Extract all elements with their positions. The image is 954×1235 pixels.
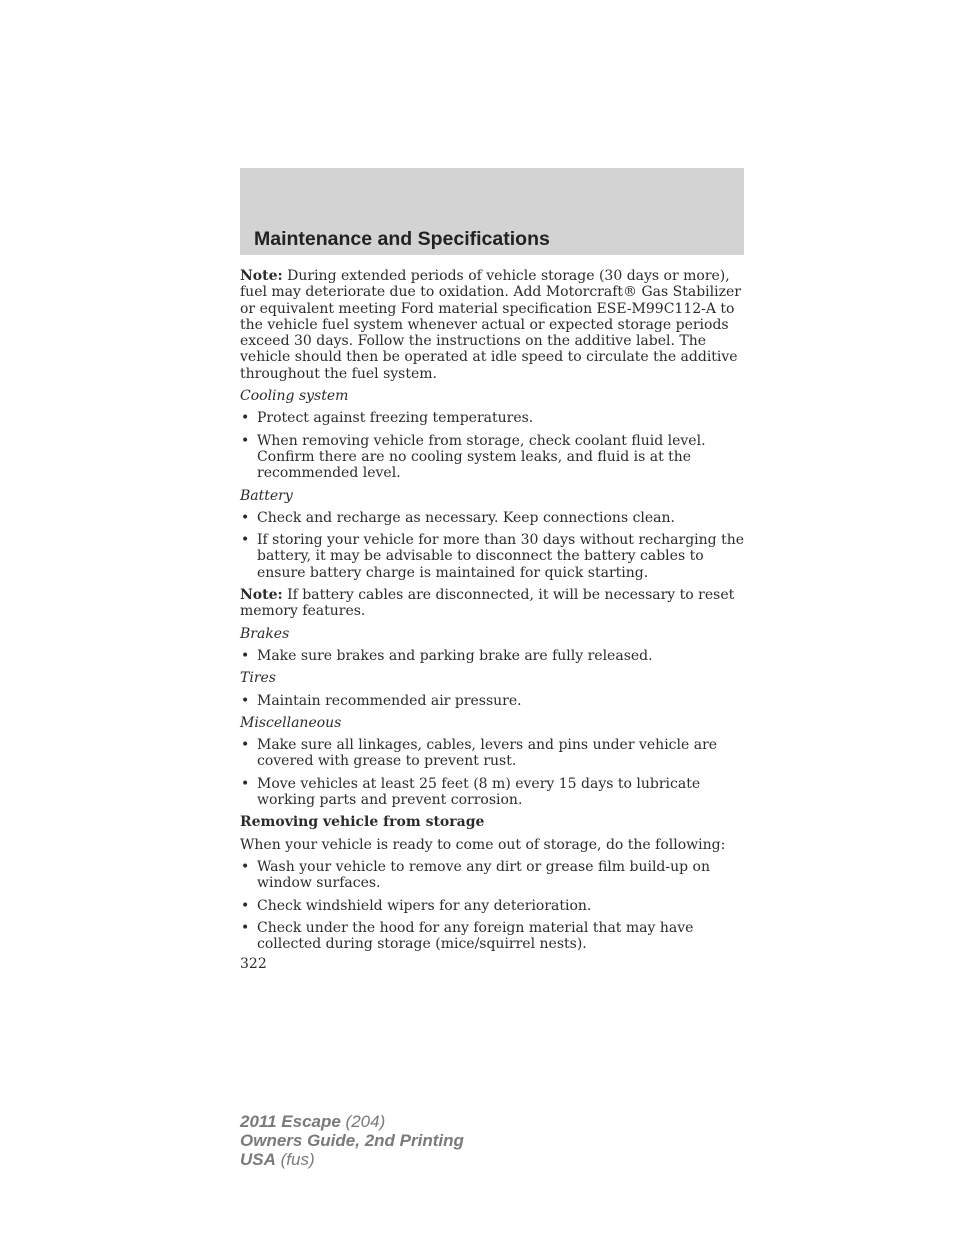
list-item: • Check windshield wipers for any deterioration. (241, 897, 592, 914)
tires-list (240, 693, 746, 709)
note-text: During extended periods of vehicle storage (30 days or more), fuel may deteriorate due to oxidation. Add Motorcraft® Gas Stabilizer or equivalent meeting Ford material specification ESE-M99C112-A to the vehicle fuel system whenever actual or expected storage periods exceed 30 days. Follow the instructions on the additive label. The vehicle should then be operated at idle speed to circulate the additive throughout the fuel system. (240, 268, 741, 382)
bullet-icon: • (241, 775, 250, 792)
section-header-band (240, 168, 744, 255)
note-label: Note: (240, 268, 283, 284)
list-item: • If storing your vehicle for more than 30 days without recharging the battery, it may be advisable to disconnect the battery cables to ensure battery charge is maintained for quick starting. (241, 532, 744, 581)
footer-line-region: USA (fus) (240, 1150, 315, 1169)
removing-storage-heading: Removing vehicle from storage (240, 814, 485, 831)
list-item: • Make sure brakes and parking brake are fully released. (241, 647, 653, 664)
battery-subhead: Battery (240, 487, 293, 504)
removing-storage-list (240, 859, 746, 952)
cooling-system-subhead: Cooling system (240, 388, 349, 405)
bullet-icon: • (241, 432, 250, 449)
list-item: • Move vehicles at least 25 feet (8 m) every 15 days to lubricate working parts and prevent corrosion. (241, 775, 701, 809)
bullet-icon: • (241, 692, 250, 709)
bullet-icon: • (241, 509, 250, 526)
removing-storage-intro: When your vehicle is ready to come out of storage, do the following: (240, 836, 726, 853)
bullet-icon: • (241, 858, 250, 875)
list-item: • Maintain recommended air pressure. (241, 692, 522, 709)
document-footer (240, 1112, 464, 1169)
brakes-subhead: Brakes (240, 625, 290, 642)
fuel-storage-note (240, 268, 746, 382)
list-item: • Protect against freezing temperatures. (241, 410, 534, 427)
battery-note (240, 587, 746, 620)
bullet-icon: • (241, 897, 250, 914)
note-text: If battery cables are disconnected, it will be necessary to reset memory features. (240, 587, 735, 620)
cooling-system-list (240, 410, 746, 481)
brakes-list (240, 648, 746, 664)
list-item: • When removing vehicle from storage, check coolant fluid level. Confirm there are no cooling system leaks, and fluid is at the recommended level. (241, 432, 706, 482)
list-item: • Check under the hood for any foreign material that may have collected during storage (mice/squirrel nests). (241, 919, 694, 953)
tires-subhead: Tires (240, 670, 276, 687)
footer-line-guide: Owners Guide, 2nd Printing (240, 1131, 464, 1150)
battery-list (240, 510, 746, 581)
bullet-icon: • (241, 647, 250, 664)
page-number: 322 (240, 956, 267, 973)
list-item: • Make sure all linkages, cables, levers and pins under vehicle are covered with grease to prevent rust. (241, 737, 718, 770)
list-item: • Check and recharge as necessary. Keep connections clean. (241, 509, 675, 526)
miscellaneous-list (240, 737, 746, 808)
miscellaneous-subhead: Miscellaneous (240, 714, 342, 731)
list-item: • Wash your vehicle to remove any dirt or grease film build-up on window surfaces. (241, 858, 710, 892)
bullet-icon: • (241, 919, 250, 936)
bullet-icon: • (241, 737, 250, 754)
page-content (240, 268, 746, 973)
section-title: Maintenance and Specifications (254, 228, 550, 250)
bullet-icon: • (241, 532, 250, 549)
note-label: Note: (240, 587, 283, 604)
bullet-icon: • (241, 410, 250, 427)
footer-line-model: 2011 Escape (204) (240, 1112, 386, 1131)
